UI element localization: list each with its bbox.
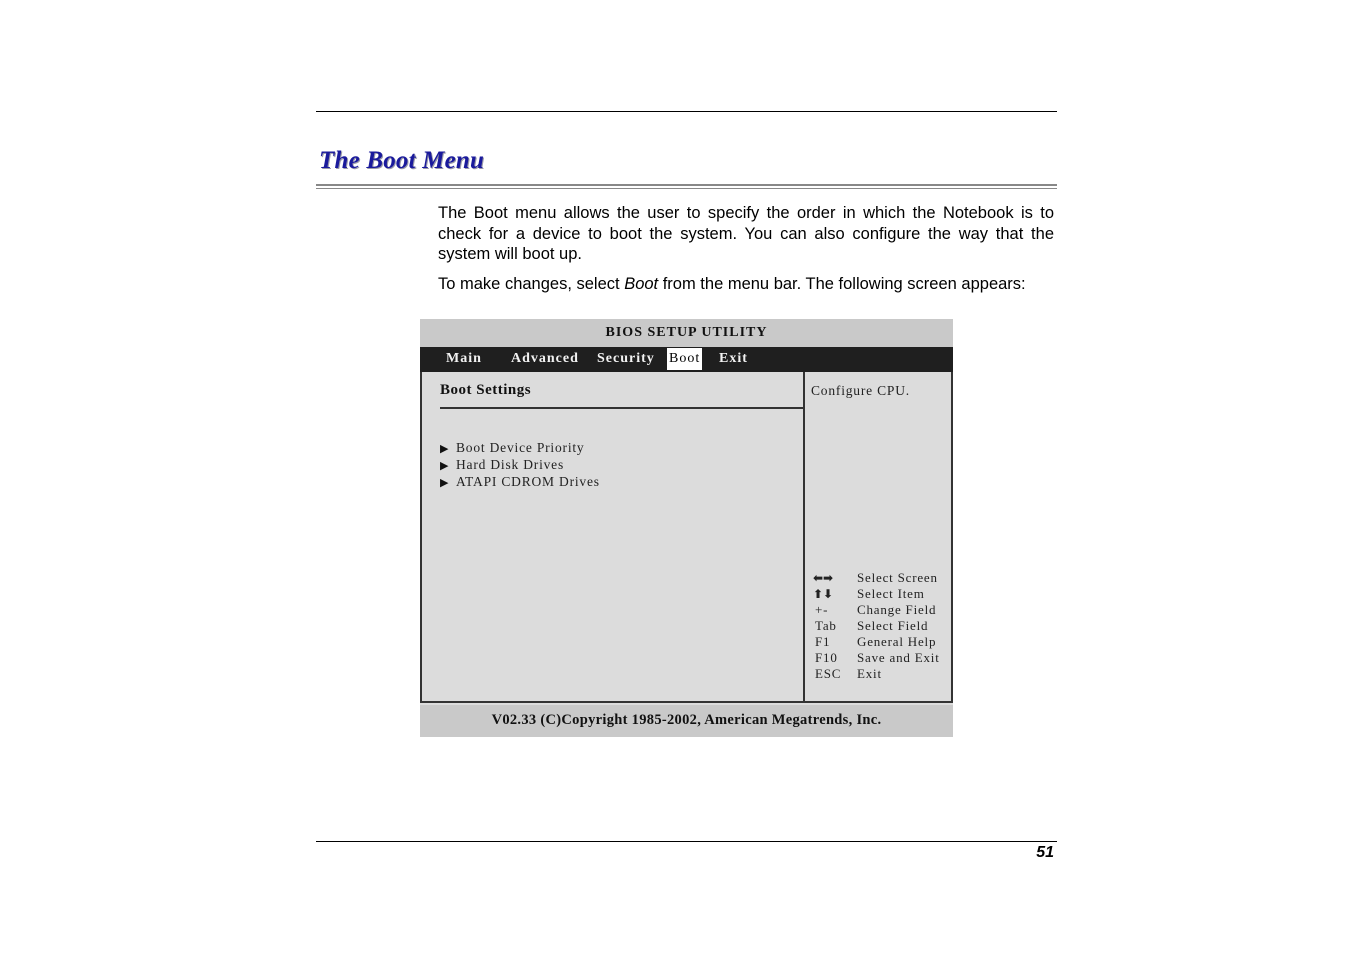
help-text: Configure CPU. [811, 383, 910, 398]
list-item-atapi-cdrom-drives[interactable] [440, 474, 600, 491]
instruction-emphasis: Boot [624, 275, 659, 293]
section-rule [440, 407, 805, 409]
item-label: Boot Device Priority [456, 440, 585, 455]
key-label: +- [815, 602, 829, 617]
key-label: F10 [815, 650, 838, 665]
left-right-arrows-icon: ⬅➡ [813, 571, 834, 585]
bios-main-pane [420, 372, 805, 703]
key-desc: Select Item [857, 586, 925, 601]
key-label: ESC [815, 666, 842, 681]
bios-menubar [420, 347, 953, 372]
submenu-arrow-icon: ▶ [440, 477, 450, 489]
submenu-arrow-icon: ▶ [440, 443, 450, 455]
key-desc: Exit [857, 666, 882, 681]
page-number: 51 [1036, 844, 1054, 861]
menu-boot[interactable]: Boot [667, 348, 702, 370]
key-desc: Select Field [857, 618, 929, 633]
page-title: The Boot Menu [319, 147, 485, 174]
bios-screenshot [420, 319, 953, 737]
up-down-arrows-icon: ⬆⬇ [813, 587, 834, 601]
instruction-prefix: To make changes, select [438, 275, 625, 293]
instruction-suffix: from the menu bar. The following screen appears: [658, 275, 1026, 293]
bios-footer: V02.33 (C)Copyright 1985-2002, American Megatrends, Inc. [420, 705, 953, 737]
key-desc: Change Field [857, 602, 937, 617]
instruction-paragraph [438, 274, 1054, 295]
key-label: F1 [815, 634, 831, 649]
key-desc: General Help [857, 634, 937, 649]
menu-main[interactable]: Main [446, 351, 482, 366]
menu-security[interactable]: Security [597, 351, 655, 366]
item-label: Hard Disk Drives [456, 457, 565, 472]
list-item-hard-disk-drives[interactable] [440, 457, 600, 474]
list-item-boot-device-priority[interactable] [440, 440, 600, 457]
title-rule [316, 184, 1057, 189]
footer-rule [316, 841, 1057, 842]
boot-item-list [440, 440, 600, 491]
bios-help-pane [805, 372, 953, 703]
key-desc: Save and Exit [857, 650, 940, 665]
menu-advanced[interactable]: Advanced [511, 351, 579, 366]
item-label: ATAPI CDROM Drives [456, 474, 600, 489]
bios-title: BIOS SETUP UTILITY [420, 319, 953, 347]
key-label: Tab [815, 618, 837, 633]
header-rule [316, 111, 1057, 112]
key-desc: Select Screen [857, 570, 938, 585]
submenu-arrow-icon: ▶ [440, 460, 450, 472]
menu-exit[interactable]: Exit [719, 351, 748, 366]
section-title: Boot Settings [440, 382, 532, 398]
intro-paragraph: The Boot menu allows the user to specify the order in which the Notebook is to check for a device to boot the system. You can also configure the way that the system will boot up. [438, 204, 1054, 263]
